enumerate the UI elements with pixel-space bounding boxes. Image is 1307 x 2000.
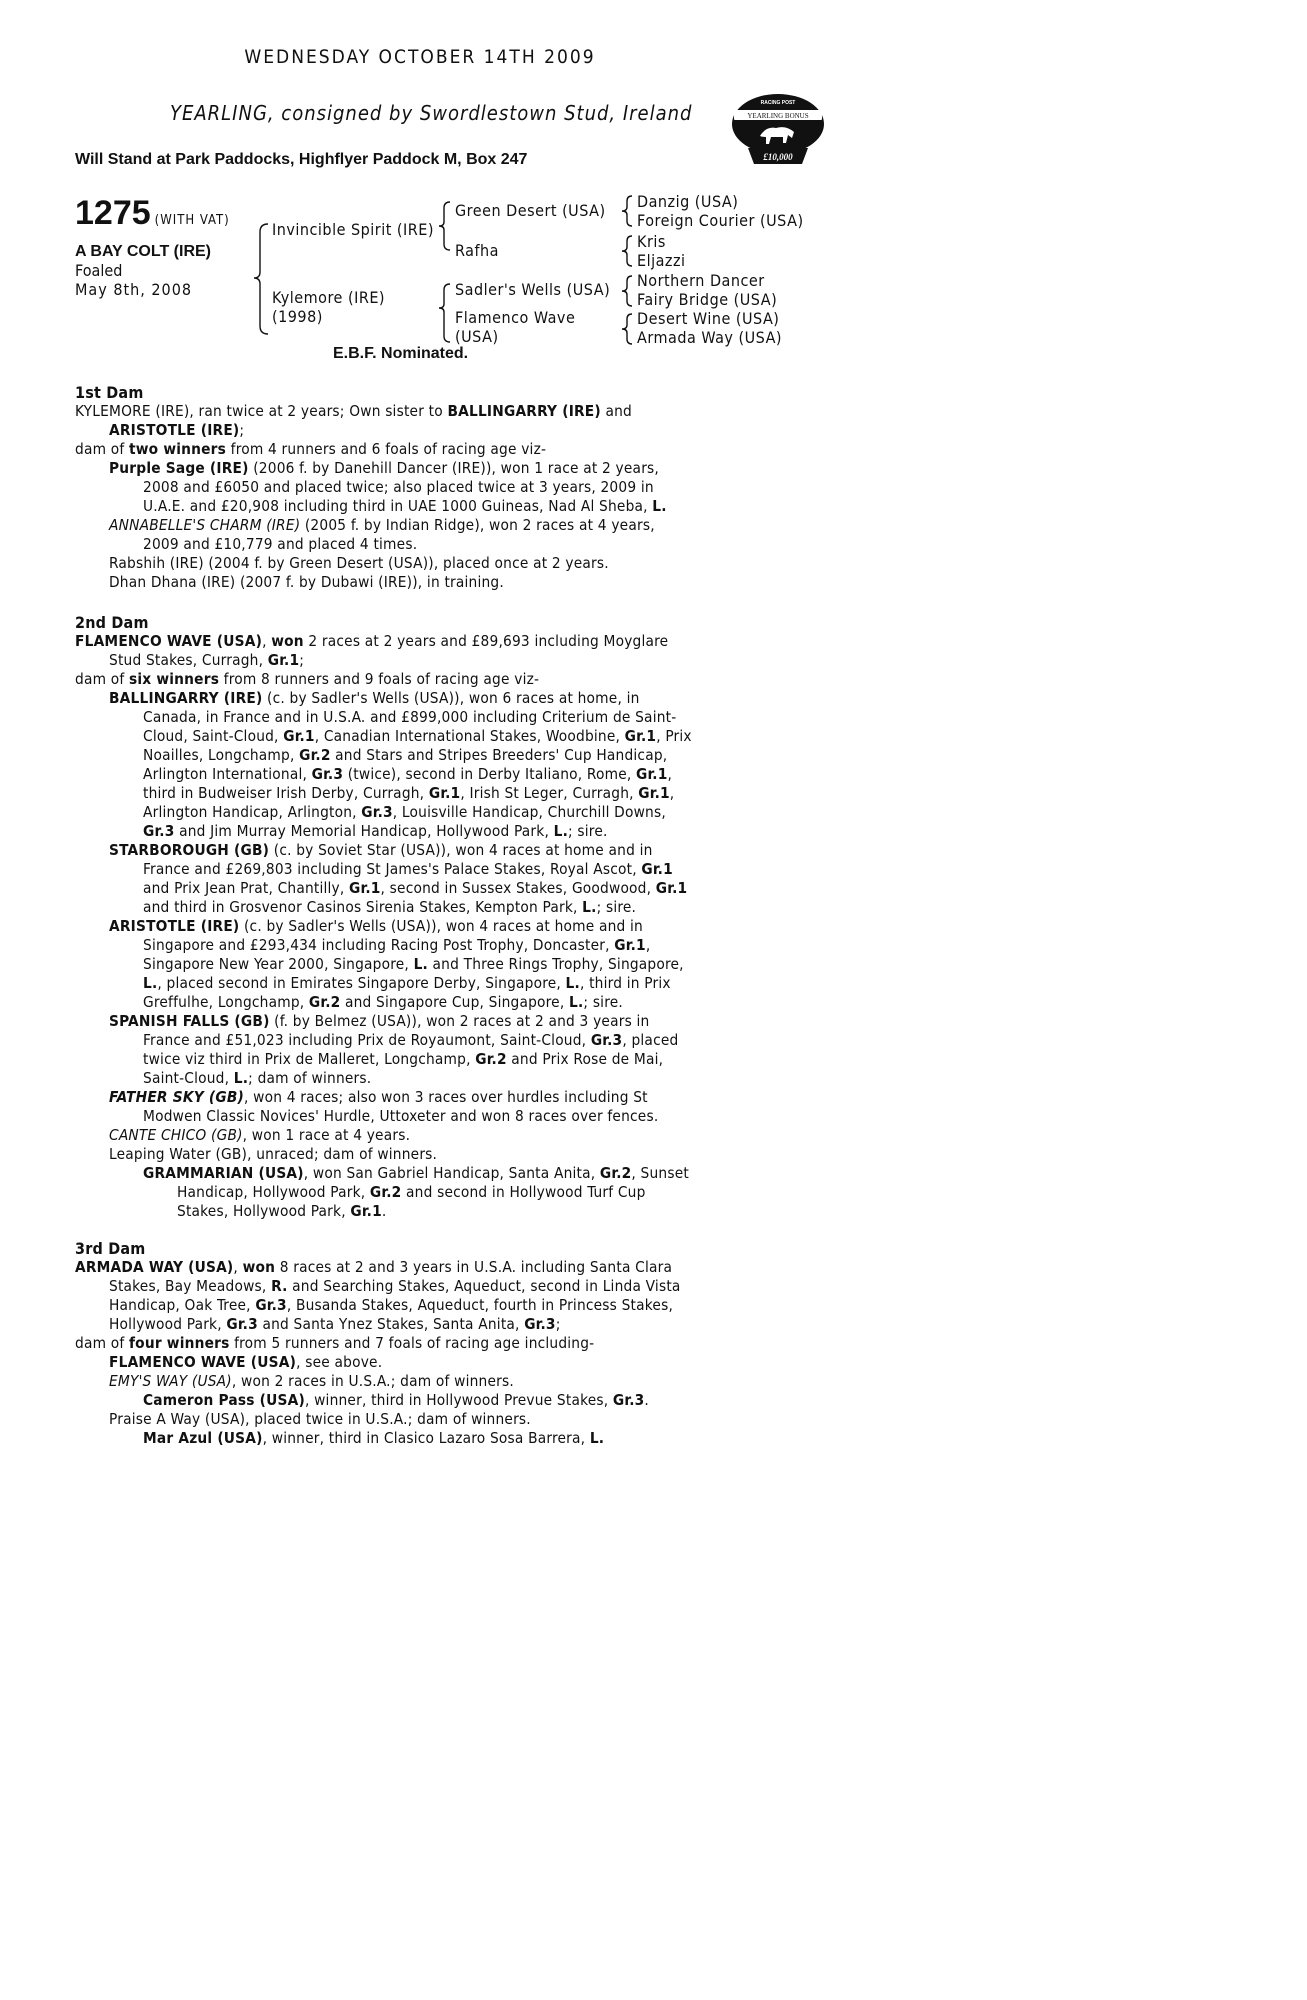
svg-text:£10,000: £10,000 <box>763 152 793 162</box>
text-line: third in Budweiser Irish Derby, Curragh, Gr.1, Irish St Leger, Curragh, Gr.1, <box>143 784 675 802</box>
pedigree-dam-dam: Flamenco Wave <box>455 308 576 327</box>
text-line: Modwen Classic Novices' Hurdle, Uttoxeter and won 8 races over fences. <box>143 1107 659 1125</box>
text-line: ARISTOTLE (IRE) (c. by Sadler's Wells (USA)), won 4 races at home and in <box>109 917 643 935</box>
text-line: France and £51,023 including Prix de Royaumont, Saint-Cloud, Gr.3, placed <box>143 1031 679 1049</box>
section-heading: 3rd Dam <box>75 1239 146 1258</box>
text-line: Saint-Cloud, L.; dam of winners. <box>143 1069 372 1087</box>
text-line: Hollywood Park, Gr.3 and Santa Ynez Stakes, Santa Anita, Gr.3; <box>109 1315 561 1333</box>
vat-note: (WITH VAT) <box>154 213 230 228</box>
text-line: Greffulhe, Longchamp, Gr.2 and Singapore Cup, Singapore, L.; sire. <box>143 993 623 1011</box>
pedigree-dam: Kylemore (IRE) <box>272 288 386 307</box>
text-line: Singapore and £293,434 including Racing Post Trophy, Doncaster, Gr.1, <box>143 936 651 954</box>
text-line: and Prix Jean Prat, Chantilly, Gr.1, second in Sussex Stakes, Goodwood, Gr.1 <box>143 879 688 897</box>
pedigree-dam-sire: Sadler's Wells (USA) <box>455 280 611 299</box>
text-line: GRAMMARIAN (USA), won San Gabriel Handicap, Santa Anita, Gr.2, Sunset <box>143 1164 689 1182</box>
section-heading: 1st Dam <box>75 383 144 402</box>
text-line: Stakes, Hollywood Park, Gr.1. <box>177 1202 387 1220</box>
text-line: FLAMENCO WAVE (USA), won 2 races at 2 years and £89,693 including Moyglare <box>75 632 669 650</box>
text-line: dam of four winners from 5 runners and 7 foals of racing age including- <box>75 1334 595 1352</box>
text-line: Canada, in France and in U.S.A. and £899,000 including Criterium de Saint- <box>143 708 677 726</box>
text-line: SPANISH FALLS (GB) (f. by Belmez (USA)), won 2 races at 2 and 3 years in <box>109 1012 650 1030</box>
pedigree-sire-dam: Rafha <box>455 241 499 260</box>
pedigree-sire: Invincible Spirit (IRE) <box>272 220 434 239</box>
svg-text:YEARLING BONUS: YEARLING BONUS <box>747 112 809 120</box>
text-line: ANNABELLE'S CHARM (IRE) (2005 f. by Indian Ridge), won 2 races at 4 years, <box>109 516 655 534</box>
text-line: Handicap, Oak Tree, Gr.3, Busanda Stakes, Aqueduct, fourth in Princess Stakes, <box>109 1296 674 1314</box>
lot-number-value: 1275 <box>75 194 151 232</box>
pedigree-sire-sire: Green Desert (USA) <box>455 201 606 220</box>
svg-text:RACING POST: RACING POST <box>760 100 796 106</box>
text-line: dam of two winners from 4 runners and 6 foals of racing age viz- <box>75 440 547 458</box>
text-line: L., placed second in Emirates Singapore Derby, Singapore, L., third in Prix <box>143 974 671 992</box>
text-line: ARISTOTLE (IRE); <box>109 421 245 439</box>
text-line: Gr.3 and Jim Murray Memorial Handicap, Hollywood Park, L.; sire. <box>143 822 608 840</box>
text-line: EMY'S WAY (USA), won 2 races in U.S.A.; dam of winners. <box>109 1372 514 1390</box>
text-line: Purple Sage (IRE) (2006 f. by Danehill Dancer (IRE)), won 1 race at 2 years, <box>109 459 659 477</box>
text-line: Mar Azul (USA), winner, third in Clasico Lazaro Sosa Barrera, L. <box>143 1429 605 1447</box>
text-line: ARMADA WAY (USA), won 8 races at 2 and 3 years in U.S.A. including Santa Clara <box>75 1258 673 1276</box>
text-line: Arlington International, Gr.3 (twice), second in Derby Italiano, Rome, Gr.1, <box>143 765 673 783</box>
text-line: France and £269,803 including St James's Palace Stakes, Royal Ascot, Gr.1 <box>143 860 673 878</box>
third-dam-section <box>75 1239 755 1448</box>
pedigree-dam-dam-country: (USA) <box>455 327 499 346</box>
text-line: Stud Stakes, Curragh, Gr.1; <box>109 651 305 669</box>
ebf-nominated: E.B.F. Nominated. <box>333 345 469 362</box>
text-line: Handicap, Hollywood Park, Gr.2 and second in Hollywood Turf Cup <box>177 1183 646 1201</box>
horse-description: A BAY COLT (IRE) <box>75 243 212 260</box>
text-line: Dhan Dhana (IRE) (2007 f. by Dubawi (IRE)), in training. <box>109 573 504 591</box>
text-line: STARBOROUGH (GB) (c. by Soviet Star (USA)), won 4 races at home and in <box>109 841 653 859</box>
text-line: KYLEMORE (IRE), ran twice at 2 years; Own sister to BALLINGARRY (IRE) and <box>75 402 632 420</box>
text-line: BALLINGARRY (IRE) (c. by Sadler's Wells (USA)), won 6 races at home, in <box>109 689 640 707</box>
pedigree-g3: Kris <box>637 232 666 251</box>
consignment-line: YEARLING, consigned by Swordlestown Stud, Ireland <box>170 101 693 125</box>
pedigree-g7: Desert Wine (USA) <box>637 309 780 328</box>
pedigree-dam-year: (1998) <box>272 307 323 326</box>
text-line: CANTE CHICO (GB), won 1 race at 4 years. <box>109 1126 411 1144</box>
pedigree-g8: Armada Way (USA) <box>637 328 783 347</box>
stand-location: Will Stand at Park Paddocks, Highflyer Paddock M, Box 247 <box>75 151 528 168</box>
text-line: and third in Grosvenor Casinos Sirenia Stakes, Kempton Park, L.; sire. <box>143 898 637 916</box>
text-line: Rabshih (IRE) (2004 f. by Green Desert (USA)), placed once at 2 years. <box>109 554 609 572</box>
text-line: FLAMENCO WAVE (USA), see above. <box>109 1353 383 1371</box>
foaled-date: May 8th, 2008 <box>75 280 193 299</box>
text-line: 2009 and £10,779 and placed 4 times. <box>143 535 418 553</box>
section-heading: 2nd Dam <box>75 613 149 632</box>
text-line: Praise A Way (USA), placed twice in U.S.A.; dam of winners. <box>109 1410 531 1428</box>
text-line: Cloud, Saint-Cloud, Gr.1, Canadian International Stakes, Woodbine, Gr.1, Prix <box>143 727 692 745</box>
first-dam-section <box>75 383 755 592</box>
text-line: Singapore New Year 2000, Singapore, L. and Three Rings Trophy, Singapore, <box>143 955 684 973</box>
foaled-label: Foaled <box>75 261 123 280</box>
text-line: U.A.E. and £20,908 including third in UAE 1000 Guineas, Nad Al Sheba, L. <box>143 497 667 515</box>
pedigree-g5: Northern Dancer <box>637 271 765 290</box>
pedigree-g2: Foreign Courier (USA) <box>637 211 804 230</box>
pedigree-g6: Fairy Bridge (USA) <box>637 290 778 309</box>
second-dam-section <box>75 613 755 1221</box>
text-line: Noailles, Longchamp, Gr.2 and Stars and Stripes Breeders' Cup Handicap, <box>143 746 668 764</box>
text-line: Cameron Pass (USA), winner, third in Hollywood Prevue Stakes, Gr.3. <box>143 1391 649 1409</box>
pedigree-g1: Danzig (USA) <box>637 192 739 211</box>
text-line: FATHER SKY (GB), won 4 races; also won 3 races over hurdles including St <box>109 1088 648 1106</box>
sale-date: WEDNESDAY OCTOBER 14TH 2009 <box>244 46 596 68</box>
text-line: Leaping Water (GB), unraced; dam of winners. <box>109 1145 438 1163</box>
text-line: Arlington Handicap, Arlington, Gr.3, Louisville Handicap, Churchill Downs, <box>143 803 666 821</box>
pedigree-g4: Eljazzi <box>637 251 686 270</box>
text-line: dam of six winners from 8 runners and 9 foals of racing age viz- <box>75 670 540 688</box>
text-line: 2008 and £6050 and placed twice; also placed twice at 3 years, 2009 in <box>143 478 654 496</box>
text-line: twice viz third in Prix de Malleret, Longchamp, Gr.2 and Prix Rose de Mai, <box>143 1050 664 1068</box>
text-line: Stakes, Bay Meadows, R. and Searching Stakes, Aqueduct, second in Linda Vista <box>109 1277 681 1295</box>
